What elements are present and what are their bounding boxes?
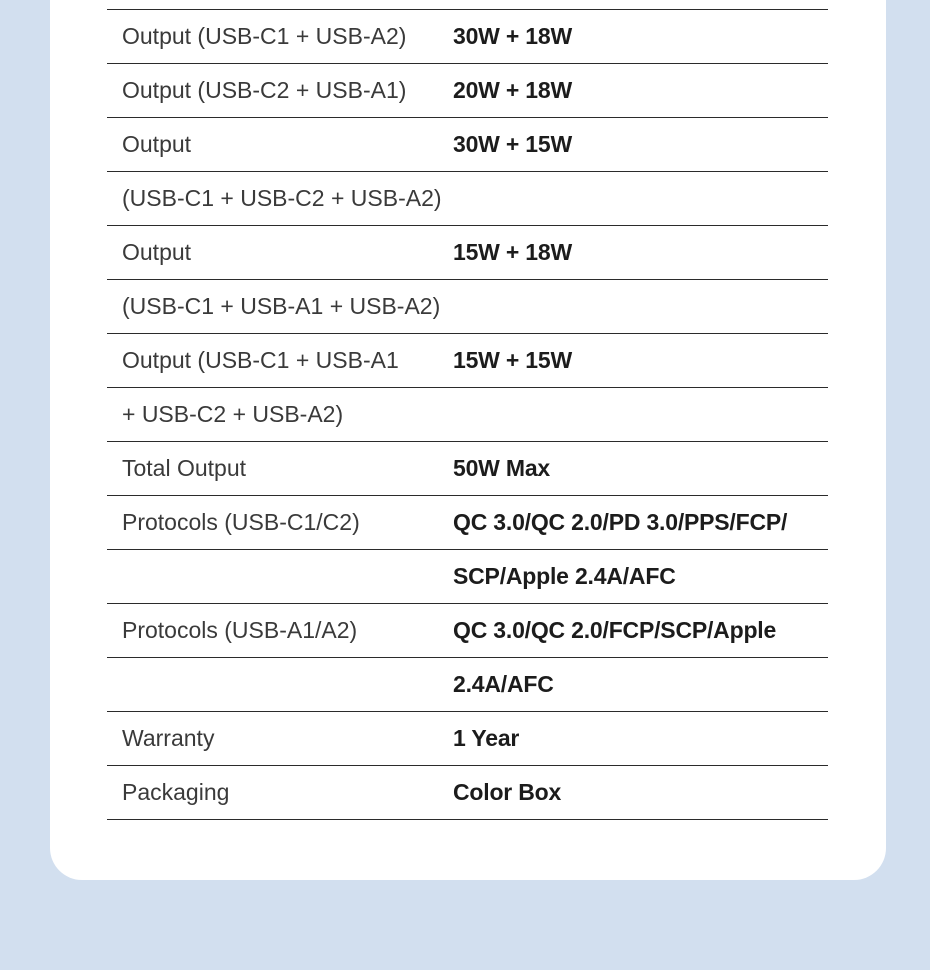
spec-label: (USB-C1 + USB-C2 + USB-A2) [122,185,442,211]
spec-value: SCP/Apple 2.4A/AFC [453,563,676,589]
spec-row [107,64,828,118]
spec-label: (USB-C1 + USB-A1 + USB-A2) [122,293,441,319]
spec-label: Protocols (USB-A1/A2) [122,617,358,643]
spec-value: 20W + 18W [453,77,572,103]
spec-value: 50W Max [453,455,551,481]
spec-row [107,496,828,550]
spec-row [107,550,828,604]
spec-label: Warranty [122,725,215,751]
spec-row [107,334,828,388]
spec-row [107,118,828,172]
spec-row [107,226,828,280]
spec-value: QC 3.0/QC 2.0/PD 3.0/PPS/FCP/ [453,509,788,535]
spec-row [107,658,828,712]
spec-row [107,388,828,442]
spec-label: Output (USB-C1 + USB-A1 [122,347,399,373]
spec-label: Packaging [122,779,230,805]
spec-table [107,9,828,820]
spec-row [107,280,828,334]
spec-label: Total Output [122,455,247,481]
spec-value: 1 Year [453,725,520,751]
spec-label: Protocols (USB-C1/C2) [122,509,360,535]
spec-value: 2.4A/AFC [453,671,554,697]
spec-value: 15W + 15W [453,347,572,373]
spec-value: 30W + 15W [453,131,572,157]
spec-row [107,10,828,64]
spec-label: Output (USB-C1 + USB-A2) [122,23,407,49]
spec-value: QC 3.0/QC 2.0/FCP/SCP/Apple [453,617,777,643]
spec-row [107,172,828,226]
spec-row [107,604,828,658]
spec-label: Output [122,131,192,157]
spec-value: 15W + 18W [453,239,572,265]
spec-row [107,442,828,496]
spec-value: Color Box [453,779,562,805]
spec-row [107,712,828,766]
spec-label: + USB-C2 + USB-A2) [122,401,344,427]
spec-label: Output [122,239,192,265]
spec-label: Output (USB-C2 + USB-A1) [122,77,407,103]
spec-value: 30W + 18W [453,23,572,49]
spec-row [107,766,828,820]
